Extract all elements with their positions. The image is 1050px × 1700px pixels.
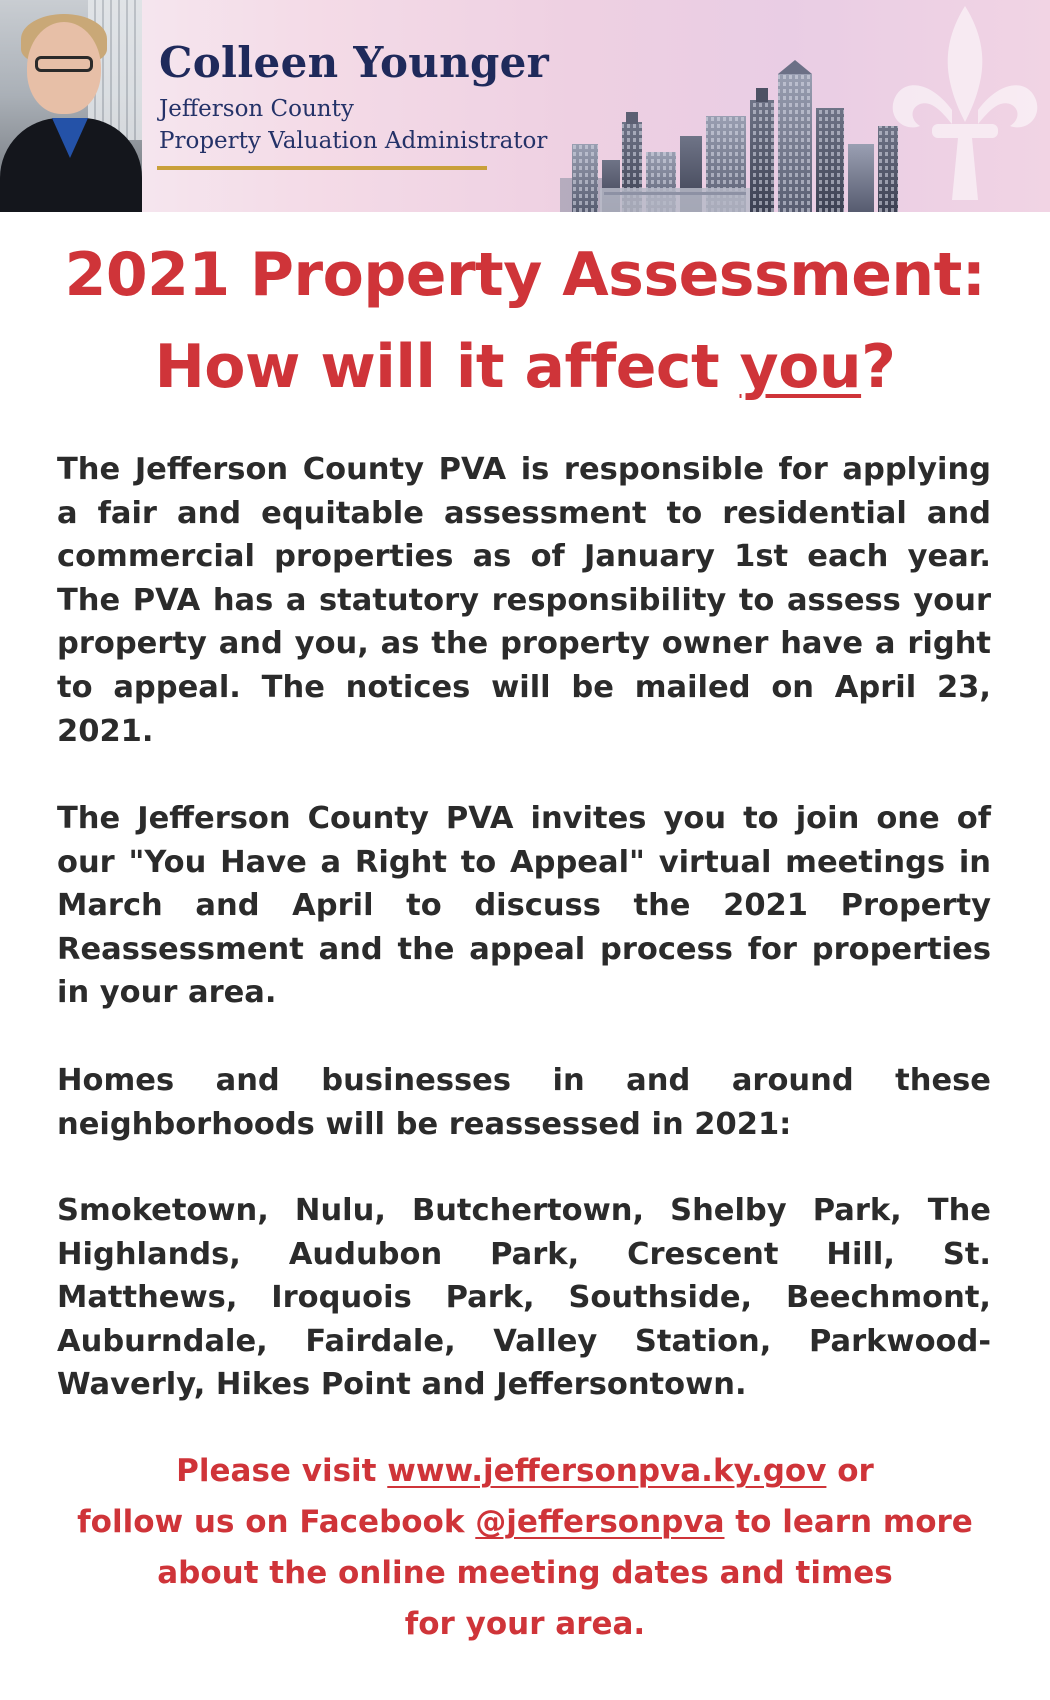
fleur-de-lis-watermark xyxy=(880,0,1050,212)
portrait-photo xyxy=(0,0,142,212)
headline-line-1: 2021 Property Assessment: xyxy=(64,240,986,310)
paragraph-meetings: The Jefferson County PVA invites you to join one of our "You Have a Right to Appeal" virtual meetings in March and April to discuss the 2021 Property Reassessment and the appeal process for properties in your area. xyxy=(57,801,991,1011)
county-name: Jefferson County xyxy=(159,96,354,122)
administrator-name: Colleen Younger xyxy=(159,38,550,87)
website-link[interactable]: www.jeffersonpva.ky.gov xyxy=(387,1453,827,1489)
paragraph-reassessment-intro: Homes and businesses in and around these neighborhoods will be reassessed in 2021: xyxy=(57,1063,991,1142)
paragraph-neighborhood-list: Smoketown, Nulu, Butchertown, Shelby Park, The Highlands, Audubon Park, Crescent Hill, St. Matthews, Iroquois Park, Southside, Beechmont, Auburndale, Fairdale, Valley Station, Parkwood-Waverly, Hikes Point and Jeffersontown. xyxy=(57,1193,991,1403)
headline-emphasis: you xyxy=(739,332,862,402)
office-title: Property Valuation Administrator xyxy=(159,128,548,154)
headline-question-mark: ? xyxy=(861,332,896,402)
cta-line-1: Please visit www.jeffersonpva.ky.gov or xyxy=(176,1453,874,1489)
headline-line-2-text: How will it affect xyxy=(154,332,740,402)
paragraph-responsibility: The Jefferson County PVA is responsible for applying a fair and equitable assessment to residential and commercial properties as of January 1st each year. The PVA has a statutory responsibility to assess your property and you, as the property owner have a right to appeal. The notices will be mailed on April 23, 2021. xyxy=(57,452,991,749)
cta-line-2: follow us on Facebook @jeffersonpva to learn more xyxy=(77,1504,973,1540)
cta-line-4: for your area. xyxy=(404,1606,646,1642)
headline-line-2 xyxy=(0,332,1050,402)
cta-line-3: about the online meeting dates and times xyxy=(157,1555,893,1591)
facebook-link[interactable]: @jeffersonpva xyxy=(475,1504,725,1540)
header-banner xyxy=(0,0,1050,212)
gold-divider xyxy=(157,166,487,170)
call-to-action xyxy=(20,1446,1030,1650)
